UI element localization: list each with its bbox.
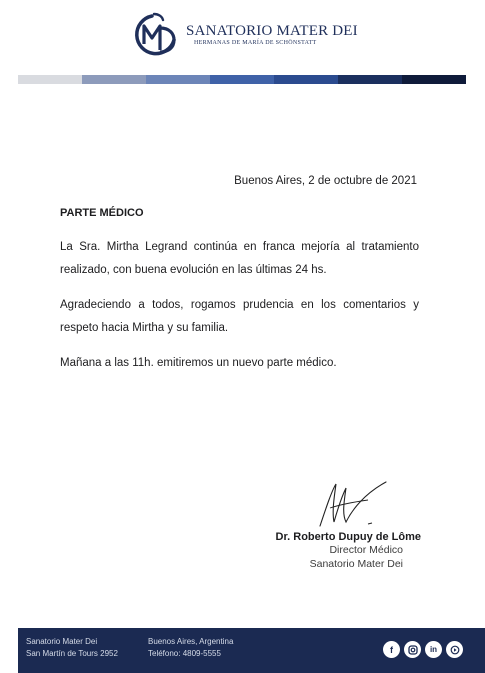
footer-address	[26, 636, 118, 659]
signer-name: Dr. Roberto Dupuy de Lôme	[275, 531, 421, 543]
bar-segment	[338, 75, 402, 84]
paragraph-2: Agradeciendo a todos, rogamos prudencia en los comentarios y respeto hacia Mirtha y su familia.	[60, 299, 419, 334]
decorative-color-bar	[18, 75, 466, 84]
logo-subtitle: HERMANAS DE MARÍA DE SCHÖNSTATT	[194, 40, 317, 46]
footer-line: Teléfono: 4809-5555	[148, 648, 221, 658]
letter-date: Buenos Aires, 2 de octubre de 2021	[234, 175, 417, 187]
signature-image	[312, 478, 392, 530]
instagram-icon[interactable]	[404, 641, 421, 658]
bar-segment	[18, 75, 82, 84]
footer-contact	[148, 636, 233, 659]
paragraph-1: La Sra. Mirtha Legrand continúa en franca mejoría al tratamiento realizado, con buena evolución en las últimas 24 hs.	[60, 241, 419, 276]
mater-dei-logo-icon	[130, 10, 180, 60]
linkedin-icon[interactable]: in	[425, 641, 442, 658]
footer-line: Buenos Aires, Argentina	[148, 637, 234, 646]
social-links	[383, 641, 463, 658]
bar-segment	[82, 75, 146, 84]
bar-segment	[274, 75, 338, 84]
letterhead	[0, 10, 485, 60]
footer-line: San Martín de Tours 2952	[26, 648, 118, 658]
document-heading: PARTE MÉDICO	[60, 207, 144, 219]
signer-organization: Sanatorio Mater Dei	[309, 557, 403, 570]
paragraph-3: Mañana a las 11h. emitiremos un nuevo parte médico.	[60, 357, 337, 369]
facebook-icon[interactable]: f	[383, 641, 400, 658]
bar-segment	[210, 75, 274, 84]
logo-title: SANATORIO MATER DEI	[186, 23, 358, 39]
bar-segment	[146, 75, 210, 84]
signer-block	[221, 530, 421, 571]
youtube-icon[interactable]	[446, 641, 463, 658]
footer	[18, 628, 485, 673]
footer-line: Sanatorio Mater Dei	[26, 637, 98, 646]
bar-segment	[402, 75, 466, 84]
signer-role: Director Médico	[329, 544, 403, 556]
